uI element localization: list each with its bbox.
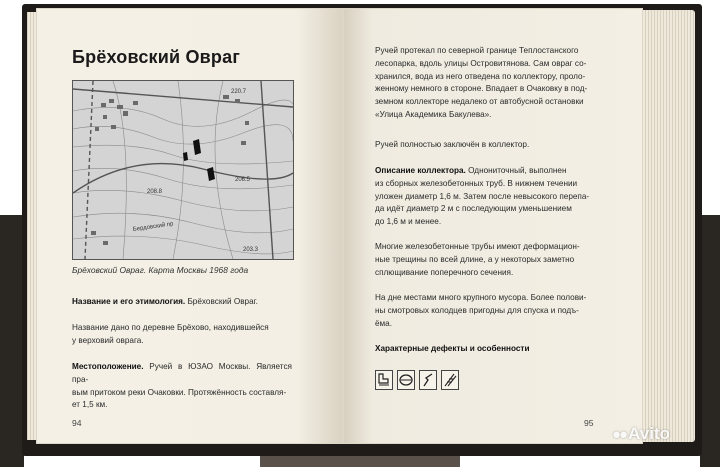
debris-paragraph (375, 292, 597, 330)
map-label-elev-4: 203.3 (243, 247, 259, 253)
name-value: Брёховский Овраг. (187, 297, 258, 306)
defects-paragraph (375, 343, 597, 356)
background-dark-right (700, 215, 720, 467)
description-paragraph (375, 165, 597, 229)
description-line-4: да идёт диаметр 2 м с последующим уменьшением (375, 204, 572, 214)
avito-logo-icon: ●● (612, 426, 627, 443)
deformation-paragraph (375, 241, 597, 279)
collector-paragraph (375, 139, 597, 152)
location-paragraph (72, 361, 292, 412)
page-edges-right (643, 10, 695, 442)
debris-line-2: ны смотровых колодцев пригодны для спуска и подъ- (375, 305, 579, 315)
deformation-line-2: ные трещины по всей длине, а у некоторых заметно (375, 254, 575, 264)
right-page-number: 95 (584, 418, 594, 428)
background-dark-left (0, 215, 24, 467)
description-line-2: из сборных железобетонных труб. В нижнем течении (375, 178, 578, 188)
defect-icons (375, 370, 465, 392)
intro-line-6: «Улица Академика Бакулева». (375, 109, 492, 119)
defects-heading: Характерные дефекты и особенности (375, 344, 530, 353)
description-line-1: Однониточный, выполнен (468, 166, 567, 175)
intro-line-1: Ручей протекал по северной границе Теплостанского (375, 46, 579, 55)
name-heading: Название и его этимология. (72, 297, 186, 306)
description-heading: Описание коллектора. (375, 166, 466, 175)
intro-line-2: лесопарка, вдоль улицы Островитянова. Сам овраг со- (375, 58, 587, 68)
map-label-elev-2: 208.8 (147, 189, 163, 195)
flattened-pipe-icon (397, 370, 415, 390)
description-line-3: уложен диаметр 1,6 м. Затем после невысокого перепа- (375, 191, 590, 201)
crack-icon (419, 370, 437, 390)
pipe-junction-icon (375, 370, 393, 390)
intro-line-5: земном коллекторе недалеко от автобусной остановки (375, 97, 584, 107)
debris-line-1: На дне местами много крупного мусора. Более полови- (375, 293, 587, 302)
deformation-line-1: Многие железобетонные трубы имеют деформацион- (375, 242, 580, 251)
map-label-elev-1: 220.7 (231, 89, 247, 95)
map-caption: Брёховский Овраг. Карта Москвы 1968 года (72, 265, 249, 275)
location-line-3: ет 1,5 км. (72, 400, 108, 410)
map-label-elev-3: 206.5 (235, 177, 251, 183)
name-paragraph (72, 296, 292, 309)
name-origin-paragraph (72, 322, 292, 348)
page-edges-left (27, 12, 36, 440)
intro-line-4: женному немного в стороне. Впадает в Очаковку в под- (375, 84, 588, 94)
historical-map (72, 80, 294, 260)
collector-line: Ручей полностью заключён в коллектор. (375, 140, 530, 149)
location-line-1: Ручей в ЮЗАО Москвы. Является пра- (72, 362, 292, 384)
page-title: Брёховский Овраг (72, 47, 241, 67)
ladder-icon (441, 370, 459, 390)
map-label-road: Бердовский пр (132, 221, 174, 233)
location-heading: Местоположение. (72, 362, 144, 371)
intro-paragraph (375, 45, 597, 122)
deformation-line-3: сплющивание поперечного сечения. (375, 267, 514, 277)
map-drawing (73, 81, 293, 259)
name-origin-line-2: у верховий оврага. (72, 335, 144, 345)
intro-line-3: хранился, вода из него отведена по коллектору, проло- (375, 71, 586, 81)
name-origin-line-1: Название дано по деревне Брёхово, находившейся (72, 323, 269, 332)
description-line-5: до 1,6 м и менее. (375, 217, 442, 227)
avito-watermark-text: Avito (628, 424, 670, 443)
avito-watermark (612, 424, 670, 444)
location-line-2: вым притоком реки Очаковки. Протяжённость составля- (72, 387, 287, 397)
debris-line-3: ёма. (375, 318, 393, 328)
left-page-number: 94 (72, 418, 82, 428)
